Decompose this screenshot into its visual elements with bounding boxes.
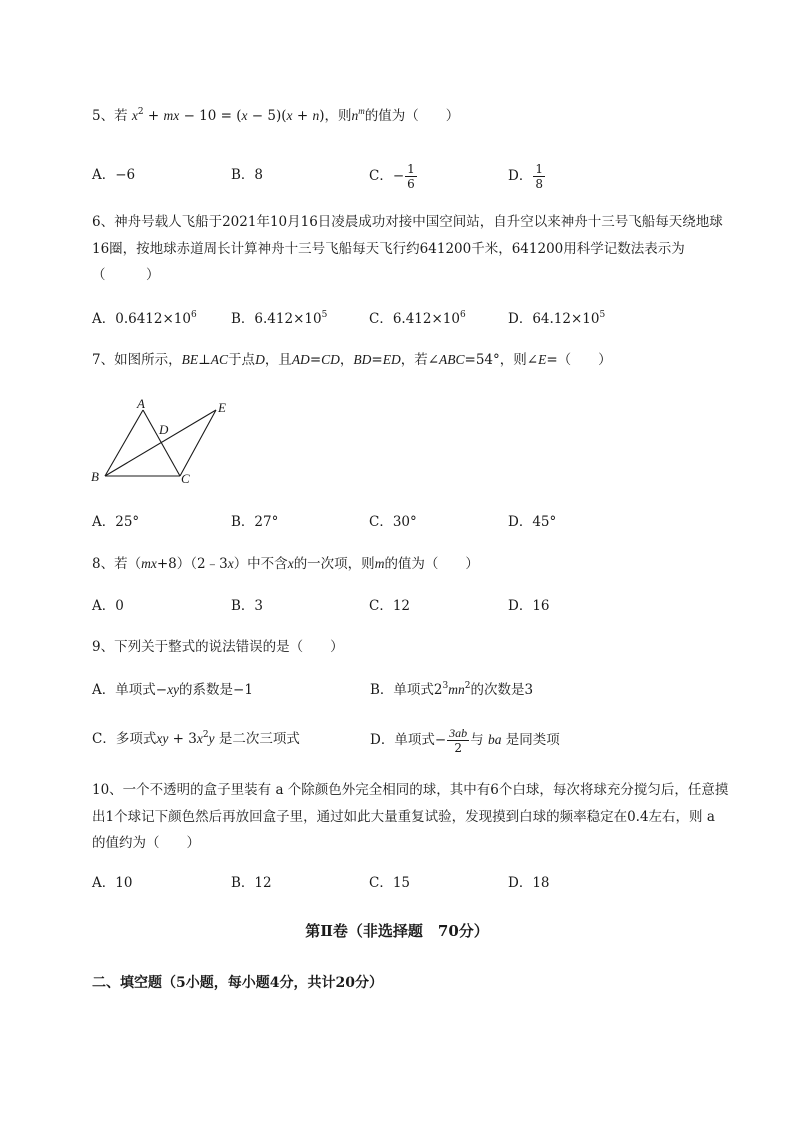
q9-option-b[interactable]: B．单项式$2^3mn^2$的次数是3	[370, 681, 534, 698]
q6-option-a[interactable]: A．$0.6412\times 10^6$	[92, 310, 197, 327]
q7-option-a[interactable]: A．25°	[92, 514, 140, 530]
q5-options	[92, 162, 712, 191]
fill-in-blank-heading: 二、填空题（5小题，每小题4分，共计20分）	[92, 975, 383, 991]
question-5: 5、若 $x^2$ + mx − 10 = (x − 5)(x + n)，则$n^m$的值为（ ）	[92, 106, 460, 124]
question-6: 6、神舟号载人飞船于2021年10月16日凌晨成功对接中国空间站，自升空以来神舟十三号飞船每天绕地球16圈，按地球赤道周长计算神舟十三号飞船每天飞行约641200千米，641200用科学记数法表示为（ ）	[92, 214, 723, 283]
q9-options-row2	[92, 726, 712, 755]
question-8: 8、若（mx+8）（2﹣3x）中不含x的一次项，则m的值为（ ）	[92, 556, 479, 572]
q7-option-b[interactable]: B．27°	[231, 514, 279, 530]
label-d: D	[159, 422, 169, 437]
q10-option-b[interactable]: B．12	[231, 875, 272, 891]
segment-ab	[105, 410, 143, 476]
segment-be	[105, 410, 216, 476]
q9-option-c[interactable]: C．多项式xy + $3x^2y$ 是二次三项式	[92, 730, 300, 747]
q9-option-d[interactable]: D．单项式− $\frac{3ab}{2}$ 与 ba 是同类项	[370, 726, 560, 755]
label-c: C	[181, 471, 190, 486]
q9-option-a[interactable]: A．单项式−xy的系数是−1	[92, 682, 253, 698]
q10-options	[92, 870, 712, 896]
label-a: A	[137, 396, 145, 411]
q6-option-d[interactable]: D．$64.12\times 10^5$	[508, 310, 606, 327]
q8-option-d[interactable]: D．16	[508, 598, 550, 614]
q5-power: $n^m$	[351, 106, 365, 123]
label-b: B	[91, 469, 99, 484]
segment-ce	[180, 410, 216, 476]
q6-options	[92, 306, 712, 332]
q5-option-a[interactable]: A．−6	[92, 167, 136, 183]
q7-geometry-figure	[88, 395, 238, 490]
label-e: E	[218, 400, 226, 415]
q10-option-d[interactable]: D．18	[508, 875, 550, 891]
q10-option-c[interactable]: C．15	[369, 875, 411, 891]
q5-option-c[interactable]: C．− $\frac{1}{6}$	[369, 162, 415, 191]
q7-options	[92, 509, 712, 535]
question-7: 7、如图所示，BE⊥AC于点D，且AD=CD，BD=ED，若∠ABC=54°，则∠E=（ ）	[92, 352, 612, 368]
q9-options-row1	[92, 677, 712, 703]
question-9: 9、下列关于整式的说法错误的是（ ）	[92, 639, 344, 655]
question-10: 10、一个不透明的盒子里装有 a 个除颜色外完全相同的球，其中有6个白球，每次将球充分搅匀后，任意摸出1个球记下颜色然后再放回盒子里，通过如此大量重复试验，发现摸到白球的频率稳定在0.4左右，则 a 的值约为（ ）	[92, 782, 729, 851]
q10-option-a[interactable]: A．10	[92, 875, 133, 891]
q8-option-b[interactable]: B．3	[231, 598, 264, 614]
q6-option-b[interactable]: B．$6.412\times 10^5$	[231, 310, 328, 327]
q5-option-b[interactable]: B．8	[231, 167, 264, 183]
q8-options	[92, 593, 712, 619]
q7-option-c[interactable]: C．30°	[369, 514, 417, 530]
q5-option-d[interactable]: D． $\frac{1}{8}$	[508, 162, 543, 191]
q5-equation: $x^2$ + mx − 10 = (x − 5)(x + n)	[131, 107, 325, 124]
q8-option-c[interactable]: C．12	[369, 598, 411, 614]
q6-option-c[interactable]: C．$6.412\times 10^6$	[369, 310, 466, 327]
section-2-title: 第Ⅱ卷（非选择题 70分）	[305, 922, 489, 940]
q8-option-a[interactable]: A．0	[92, 598, 124, 614]
q7-option-d[interactable]: D．45°	[508, 514, 557, 530]
